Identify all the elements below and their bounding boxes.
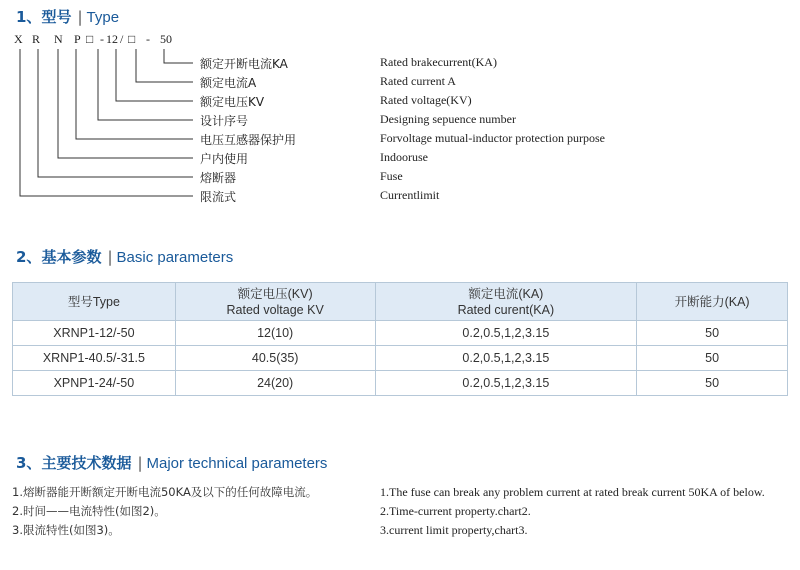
table-row [13,371,788,396]
section-2-title: 2、基本参数 | Basic parameters [16,248,234,266]
legend-en-indoor: Indooruse [380,150,428,164]
legend-cn-indoor: 户内使用 [200,152,249,166]
legend-cn-rated-voltage: 额定电压KV [200,95,265,109]
cell-type: XRNP1-40.5/-31.5 [13,346,176,371]
cell-type: XPNP1-24/-50 [13,371,176,396]
cell-current: 0.2,0.5,1,2,3.15 [375,346,637,371]
section-3-title: 3、主要技术数据 | Major technical parameters [16,454,328,472]
legend-en-design-number: Designing sepuence number [380,112,516,126]
note-en-1: 1.The fuse can break any problem current at rated break current 50KA of below. [380,485,765,499]
legend-cn-current-limit: 限流式 [200,190,237,204]
code-n: N [54,32,63,46]
header-rated-current: 额定电流(KA) Rated curent(KA) [375,283,637,321]
code-r: R [32,32,41,46]
legend-en-rated-voltage: Rated voltage(KV) [380,93,472,107]
header-rated-voltage: 额定电压(KV) Rated voltage KV [175,283,375,321]
note-en-3: 3.current limit property,chart3. [380,523,528,537]
legend-en-voltage-protection: Forvoltage mutual-inductor protection purpose [380,131,605,145]
cell-type: XRNP1-12/-50 [13,321,176,346]
header-type: 型号Type [13,283,176,321]
cell-voltage: 12(10) [175,321,375,346]
code-p: P [74,32,81,46]
cell-voltage: 40.5(35) [175,346,375,371]
table-header-row [13,283,788,321]
code-slash: / [120,32,124,46]
code-box-2: □ [128,32,136,46]
cell-breaking: 50 [637,371,788,396]
cell-voltage: 24(20) [175,371,375,396]
cell-breaking: 50 [637,346,788,371]
note-cn-3: 3.限流特性(如图3)。 [12,523,120,537]
legend-cn-rated-current: 额定电流A [200,76,257,90]
section-1-title: 1、型号 | Type [16,8,120,26]
code-current: 50 [160,32,172,46]
code-dash-1: - [100,32,104,46]
technical-notes-en [380,483,795,540]
note-cn-1: 1.熔断器能开断额定开断电流50KA及以下的任何故障电流。 [12,485,318,499]
cell-current: 0.2,0.5,1,2,3.15 [375,321,637,346]
legend-cn-fuse: 熔断器 [200,171,237,185]
table-row [13,346,788,371]
legend-en-rated-break-current: Rated brakecurrent(KA) [380,55,497,69]
legend-en-current-limit: Currentlimit [380,188,440,202]
note-en-2: 2.Time-current property.chart2. [380,504,531,518]
cell-current: 0.2,0.5,1,2,3.15 [375,371,637,396]
technical-notes-cn [12,483,317,540]
legend-en-fuse: Fuse [380,169,403,183]
code-box-1: □ [86,32,94,46]
code-voltage: 12 [106,32,118,46]
note-cn-2: 2.时间——电流特性(如图2)。 [12,504,166,518]
code-x: X [14,32,23,46]
legend-cn-rated-break-current: 额定开断电流KA [200,57,288,71]
code-dash-2: - [146,32,150,46]
cell-breaking: 50 [637,321,788,346]
table-row [13,321,788,346]
legend-cn-design-number: 设计序号 [200,114,249,128]
basic-parameters-table [12,282,788,396]
legend-en-rated-current: Rated current A [380,74,456,88]
header-breaking-capacity: 开断能力(KA) [637,283,788,321]
legend-cn-voltage-protection: 电压互感器保护用 [200,133,297,147]
